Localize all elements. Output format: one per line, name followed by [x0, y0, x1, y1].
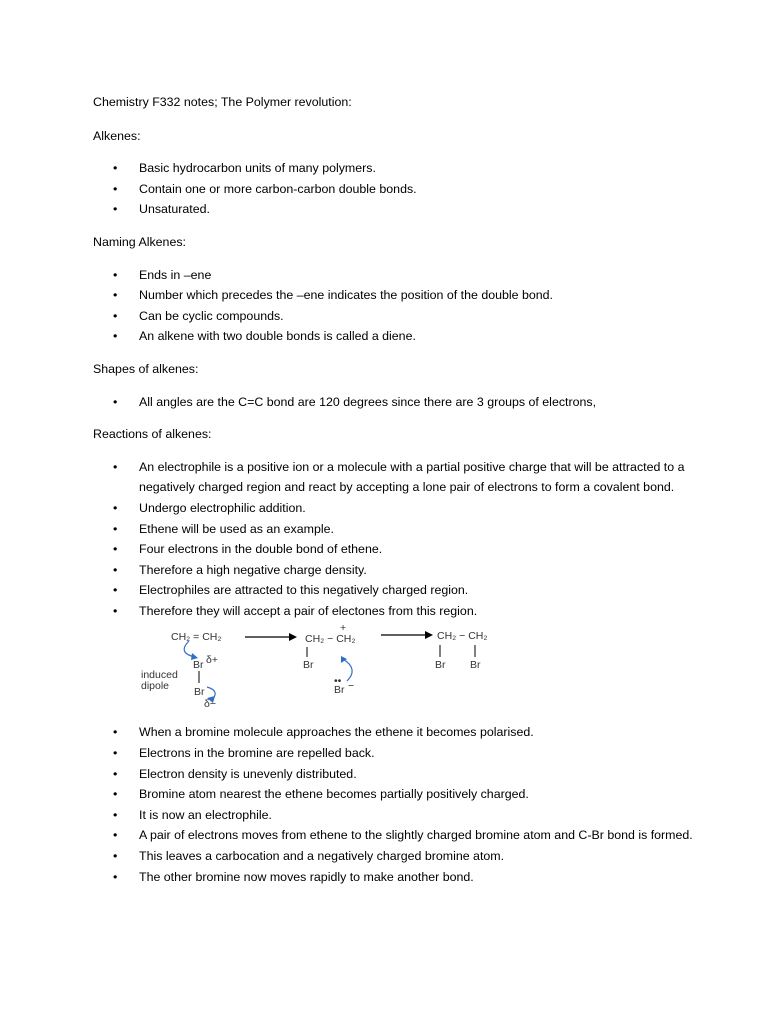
list-item: • The other bromine now moves rapidly to make another bond. [93, 867, 693, 888]
induced-label: induced [141, 669, 178, 682]
reaction-arrow-1-head [289, 633, 297, 641]
bullet-icon: • [113, 267, 118, 282]
br-top-label: Br [193, 659, 204, 672]
bullet-icon: • [113, 288, 118, 303]
mechanism-explanation-list [93, 722, 693, 887]
bullet-icon: • [113, 500, 118, 515]
electrophilic-addition-diagram [141, 622, 561, 715]
list-item: • Ethene will be used as an example. [93, 519, 693, 540]
product-br-right: Br [470, 659, 481, 672]
list-item: • Basic hydrocarbon units of many polymers. [93, 158, 693, 179]
document-body [93, 92, 693, 899]
list-item: • All angles are the C=C bond are 120 degrees since there are 3 groups of electrons, [93, 392, 693, 413]
shapes-list [93, 392, 693, 413]
list-item: • Contain one or more carbon-carbon double bonds. [93, 179, 693, 200]
bullet-icon: • [113, 725, 118, 740]
intermediate-br-label: Br [303, 659, 314, 672]
bullet-icon: • [113, 766, 118, 781]
list-item: • An alkene with two double bonds is called a diene. [93, 326, 693, 347]
list-item: • An electrophile is a positive ion or a molecule with a partial positive charge that will be attracted to a negatively charged region and react by accepting a lone pair of electrons to form a covalent bond. [93, 457, 693, 498]
list-item: • Undergo electrophilic addition. [93, 498, 693, 519]
list-item: • Electrons in the bromine are repelled back. [93, 743, 693, 764]
bullet-icon: • [113, 542, 118, 557]
bromide-charge: − [348, 680, 355, 693]
product-br-left: Br [435, 659, 446, 672]
delta-minus-label: δ− [204, 698, 216, 711]
heading-shapes-of-alkenes: Shapes of alkenes: [93, 361, 199, 376]
list-item: • Therefore a high negative charge density. [93, 560, 693, 581]
bullet-icon: • [113, 181, 118, 196]
bullet-icon: • [113, 869, 118, 884]
bullet-icon: • [113, 562, 118, 577]
bullet-icon: • [113, 603, 118, 618]
list-item: • Four electrons in the double bond of ethene. [93, 539, 693, 560]
bullet-icon: • [113, 329, 118, 344]
list-item: • A pair of electrons moves from ethene to the slightly charged bromine atom and C-Br bond is formed. [93, 825, 693, 846]
reactions-list [93, 457, 693, 622]
bullet-icon: • [113, 394, 118, 409]
list-item: • This leaves a carbocation and a negatively charged bromine atom. [93, 846, 693, 867]
list-item: • Electron density is unevenly distributed. [93, 764, 693, 785]
bullet-icon: • [113, 746, 118, 761]
heading-naming-alkenes: Naming Alkenes: [93, 234, 186, 249]
br-bottom-label: Br [194, 686, 205, 699]
bullet-icon: • [113, 787, 118, 802]
lone-pair: •• [334, 675, 342, 688]
delta-plus-label: δ+ [206, 654, 218, 667]
naming-list [93, 265, 693, 347]
intermediate-carbocation: CH₂ − CH₂ [305, 633, 356, 646]
bromide-ion: Br [334, 684, 345, 697]
curly-arrow-bromide [343, 659, 352, 681]
dipole-label: dipole [141, 680, 170, 693]
document-title: Chemistry F332 notes; The Polymer revolution: [93, 95, 352, 109]
list-item: • Ends in –ene [93, 265, 693, 286]
list-item: • Bromine atom nearest the ethene becomes partially positively charged. [93, 784, 693, 805]
bullet-icon: • [113, 202, 118, 217]
list-item: • Number which precedes the –ene indicates the position of the double bond. [93, 285, 693, 306]
list-item: • Unsaturated. [93, 199, 693, 220]
list-item: • Can be cyclic compounds. [93, 306, 693, 327]
alkenes-list [93, 158, 693, 220]
list-item: • It is now an electrophile. [93, 805, 693, 826]
bullet-icon: • [113, 521, 118, 536]
list-item: • Therefore they will accept a pair of electones from this region. [93, 601, 693, 622]
bullet-icon: • [113, 459, 118, 474]
reaction-arrow-2-head [425, 631, 433, 639]
product-dibromoethane: CH₂ − CH₂ [437, 630, 488, 643]
bullet-icon: • [113, 161, 118, 176]
heading-alkenes: Alkenes: [93, 128, 141, 143]
bullet-icon: • [113, 828, 118, 843]
bullet-icon: • [113, 583, 118, 598]
positive-charge: + [340, 622, 347, 635]
list-item: • When a bromine molecule approaches the ethene it becomes polarised. [93, 722, 693, 743]
bullet-icon: • [113, 807, 118, 822]
heading-reactions-of-alkenes: Reactions of alkenes: [93, 427, 212, 442]
curly-arrow-bromide-head [341, 656, 347, 663]
bullet-icon: • [113, 849, 118, 864]
list-item: • Electrophiles are attracted to this negatively charged region. [93, 580, 693, 601]
bullet-icon: • [113, 308, 118, 323]
reactant-ethene: CH₂ = CH₂ [171, 631, 222, 644]
